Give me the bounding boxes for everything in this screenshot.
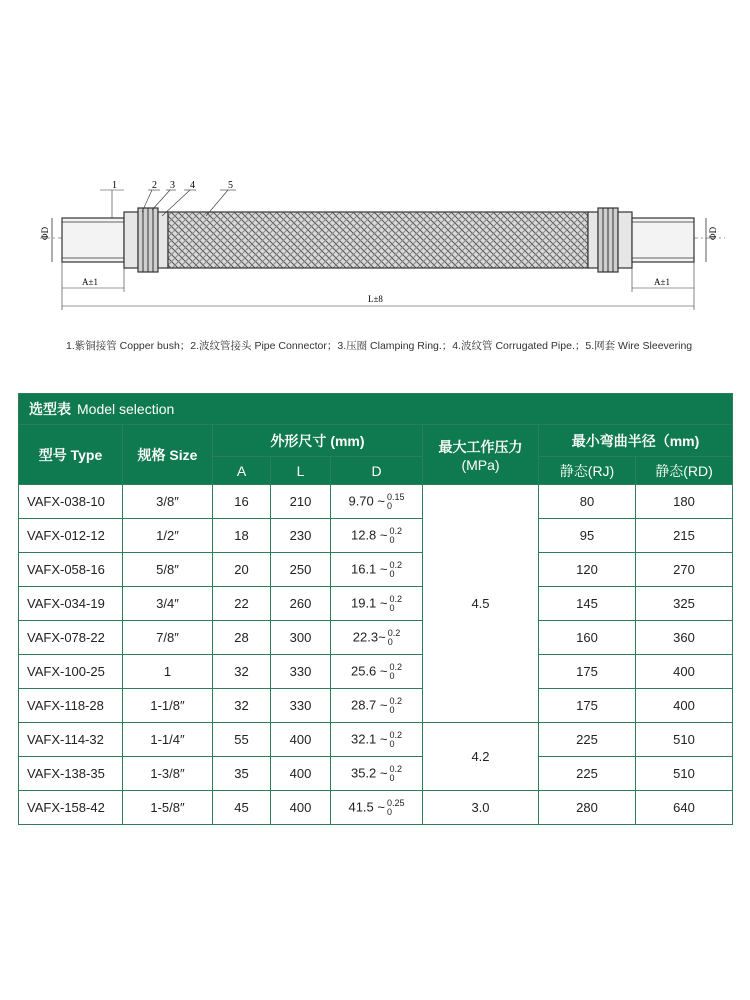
cell-rd: 400 <box>636 689 733 723</box>
cell-max-pressure: 4.5 <box>423 485 539 723</box>
cell-rd: 510 <box>636 723 733 757</box>
tolerance-upper: 0.2 <box>389 593 403 604</box>
cell-d-tolerance <box>390 765 403 783</box>
tolerance-lower: 0 <box>389 602 395 613</box>
cell-size: 1-3/8″ <box>123 757 213 791</box>
tolerance-upper: 0.2 <box>389 695 403 706</box>
cell-rj: 120 <box>539 553 636 587</box>
right-copper-bush <box>632 218 694 262</box>
cell-d <box>331 553 423 587</box>
cell-d-value: 16.1 ~ <box>350 560 388 576</box>
callout-4: 4 <box>190 180 195 191</box>
cell-size: 1 <box>123 655 213 689</box>
callout-2: 2 <box>152 180 157 191</box>
model-selection-table-container <box>18 393 732 825</box>
table-row <box>19 791 733 825</box>
callout-3: 3 <box>170 180 175 191</box>
tolerance-lower: 0 <box>389 772 395 783</box>
cell-model: VAFX-114-32 <box>19 723 123 757</box>
cell-l: 330 <box>271 655 331 689</box>
cell-model: VAFX-100-25 <box>19 655 123 689</box>
cell-max-pressure: 4.2 <box>423 723 539 791</box>
header-max-pressure: 最大工作压力 (MPa) <box>423 425 539 485</box>
cell-l: 400 <box>271 791 331 825</box>
cell-a: 32 <box>213 655 271 689</box>
table-row <box>19 485 733 519</box>
cell-d-tolerance <box>387 799 405 817</box>
tolerance-lower: 0 <box>389 534 395 545</box>
table-row <box>19 757 733 791</box>
table-row <box>19 723 733 757</box>
cell-rd: 270 <box>636 553 733 587</box>
cell-rj: 160 <box>539 621 636 655</box>
table-row <box>19 689 733 723</box>
header-size: 规格 Size <box>123 425 213 485</box>
cell-model: VAFX-138-35 <box>19 757 123 791</box>
tolerance-lower: 0 <box>386 500 392 511</box>
cell-rj: 175 <box>539 689 636 723</box>
cell-rj: 280 <box>539 791 636 825</box>
cell-rd: 400 <box>636 655 733 689</box>
left-copper-bush <box>62 218 124 262</box>
cell-model: VAFX-038-10 <box>19 485 123 519</box>
header-dim-d: D <box>331 457 423 485</box>
header-dim-a: A <box>213 457 271 485</box>
header-type: 型号 Type <box>19 425 123 485</box>
cell-d <box>331 757 423 791</box>
cell-l: 230 <box>271 519 331 553</box>
table-row <box>19 655 733 689</box>
table-row <box>19 519 733 553</box>
cell-l: 330 <box>271 689 331 723</box>
tolerance-lower: 0 <box>389 670 395 681</box>
cell-d <box>331 791 423 825</box>
cell-rj: 175 <box>539 655 636 689</box>
dim-d-left: ΦD <box>40 226 50 240</box>
tolerance-lower: 0 <box>389 704 395 715</box>
cell-rj: 145 <box>539 587 636 621</box>
cell-a: 55 <box>213 723 271 757</box>
cell-a: 18 <box>213 519 271 553</box>
cell-d-tolerance <box>390 595 403 613</box>
cell-d-value: 19.1 ~ <box>350 594 388 610</box>
header-min-bend-radius: 最小弯曲半径（mm) <box>539 425 733 457</box>
cell-rj: 225 <box>539 723 636 757</box>
cell-d-value: 41.5 ~ <box>348 798 385 814</box>
tolerance-upper: 0.2 <box>389 661 403 672</box>
tolerance-lower: 0 <box>389 738 395 749</box>
cell-size: 3/4″ <box>123 587 213 621</box>
cell-size: 1/2″ <box>123 519 213 553</box>
cell-size: 3/8″ <box>123 485 213 519</box>
table-title <box>19 394 733 425</box>
hose-assembly-diagram <box>0 160 750 360</box>
callout-1: 1 <box>112 180 117 191</box>
cell-d <box>331 621 423 655</box>
tolerance-upper: 0.2 <box>387 627 401 638</box>
cell-max-pressure: 3.0 <box>423 791 539 825</box>
table-row <box>19 587 733 621</box>
cell-size: 1-5/8″ <box>123 791 213 825</box>
cell-d-value: 12.8 ~ <box>350 526 388 542</box>
dim-d-right: ΦD <box>708 226 718 240</box>
cell-l: 210 <box>271 485 331 519</box>
cell-a: 45 <box>213 791 271 825</box>
cell-l: 400 <box>271 723 331 757</box>
cell-rj: 95 <box>539 519 636 553</box>
cell-rd: 325 <box>636 587 733 621</box>
cell-a: 22 <box>213 587 271 621</box>
cell-d-value: 25.6 ~ <box>350 662 388 678</box>
cell-rd: 510 <box>636 757 733 791</box>
cell-d <box>331 723 423 757</box>
table-title-en: Model selection <box>77 401 175 417</box>
cell-size: 5/8″ <box>123 553 213 587</box>
tolerance-upper: 0.2 <box>389 763 403 774</box>
table-title-zh: 选型表 <box>29 401 71 417</box>
header-dim-l: L <box>271 457 331 485</box>
cell-model: VAFX-118-28 <box>19 689 123 723</box>
cell-d-tolerance <box>390 697 403 715</box>
cell-model: VAFX-158-42 <box>19 791 123 825</box>
cell-size: 1-1/8″ <box>123 689 213 723</box>
dim-a-left: A±1 <box>82 277 98 287</box>
cell-d-tolerance <box>390 527 403 545</box>
model-selection-table <box>18 393 733 825</box>
cell-d-tolerance <box>387 493 405 511</box>
header-rd: 静态(RD) <box>636 457 733 485</box>
cell-rd: 180 <box>636 485 733 519</box>
callout-5: 5 <box>228 180 233 191</box>
tolerance-lower: 0 <box>389 568 395 579</box>
cell-d-tolerance <box>390 731 403 749</box>
cell-rd: 640 <box>636 791 733 825</box>
cell-l: 250 <box>271 553 331 587</box>
cell-d-value: 32.1 ~ <box>350 730 388 746</box>
cell-rj: 80 <box>539 485 636 519</box>
wire-sleevering <box>168 212 588 268</box>
table-row <box>19 621 733 655</box>
header-rj: 静态(RJ) <box>539 457 636 485</box>
cell-rd: 215 <box>636 519 733 553</box>
cell-a: 20 <box>213 553 271 587</box>
cell-d-value: 22.3~ <box>352 628 386 644</box>
cell-d-tolerance <box>388 629 401 647</box>
cell-model: VAFX-034-19 <box>19 587 123 621</box>
cell-d <box>331 519 423 553</box>
cell-a: 16 <box>213 485 271 519</box>
cell-l: 260 <box>271 587 331 621</box>
cell-d-value: 28.7 ~ <box>350 696 388 712</box>
cell-d <box>331 655 423 689</box>
tolerance-lower: 0 <box>387 636 393 647</box>
cell-d-tolerance <box>390 663 403 681</box>
cell-rd: 360 <box>636 621 733 655</box>
dim-a-right: A±1 <box>654 277 670 287</box>
tolerance-upper: 0.2 <box>389 525 403 536</box>
tolerance-upper: 0.2 <box>389 559 403 570</box>
cell-d <box>331 587 423 621</box>
header-dimensions: 外形尺寸 (mm) <box>213 425 423 457</box>
tolerance-upper: 0.15 <box>386 491 405 502</box>
cell-size: 1-1/4″ <box>123 723 213 757</box>
tolerance-lower: 0 <box>386 806 392 817</box>
tolerance-upper: 0.25 <box>386 797 405 808</box>
cell-model: VAFX-058-16 <box>19 553 123 587</box>
cell-d-value: 35.2 ~ <box>350 764 388 780</box>
table-row <box>19 553 733 587</box>
cell-model: VAFX-078-22 <box>19 621 123 655</box>
cell-model: VAFX-012-12 <box>19 519 123 553</box>
cell-size: 7/8″ <box>123 621 213 655</box>
cell-rj: 225 <box>539 757 636 791</box>
cell-l: 300 <box>271 621 331 655</box>
left-pipe-connector <box>124 212 138 268</box>
parts-legend-caption: 1.紫铜接管 Copper bush；2.波纹管接头 Pipe Connector；3.压圈 Clamping Ring.；4.波纹管 Corrugated Pipe.；5.网套 Wire Sleevering <box>66 340 693 352</box>
cell-a: 32 <box>213 689 271 723</box>
cell-a: 35 <box>213 757 271 791</box>
cell-d-tolerance <box>390 561 403 579</box>
tolerance-upper: 0.2 <box>389 729 403 740</box>
cell-a: 28 <box>213 621 271 655</box>
cell-l: 400 <box>271 757 331 791</box>
dim-l: L±8 <box>368 294 383 304</box>
cell-d <box>331 689 423 723</box>
cell-d <box>331 485 423 519</box>
cell-d-value: 9.70 ~ <box>348 492 385 508</box>
